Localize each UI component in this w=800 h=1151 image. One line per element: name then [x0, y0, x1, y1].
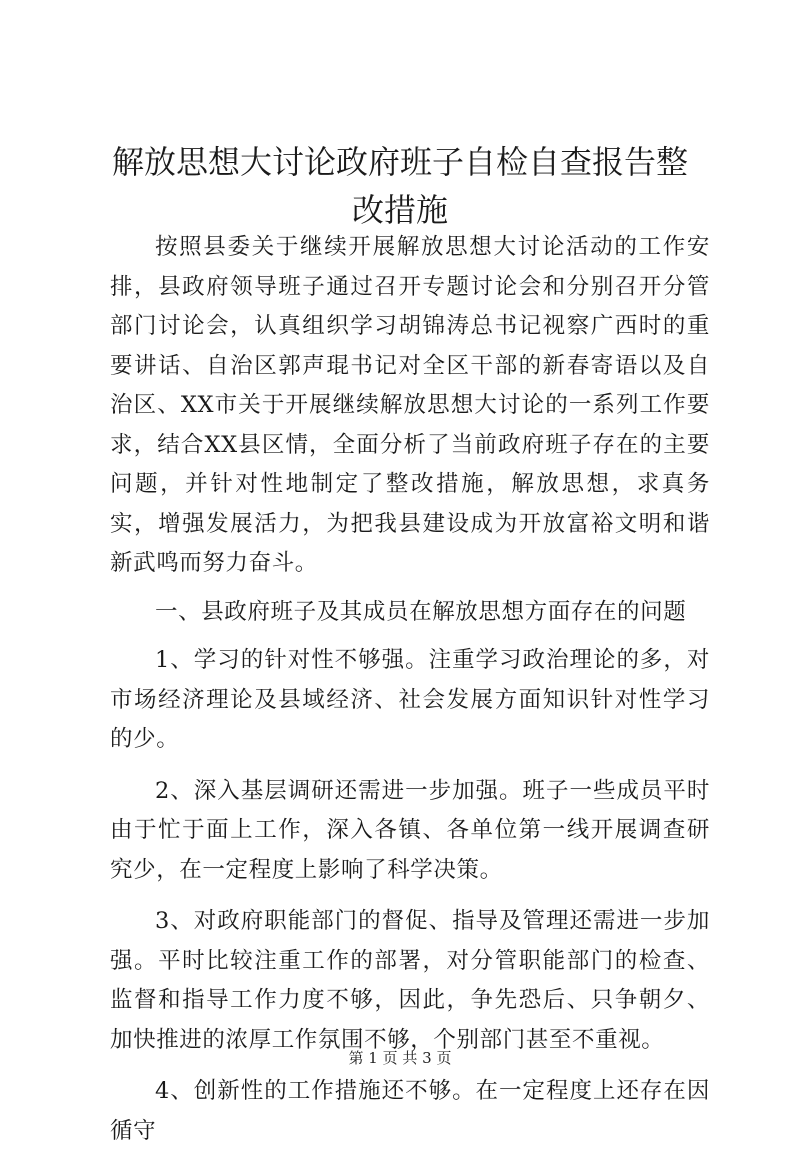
paragraph-item-1: 1、学习的针对性不够强。注重学习政治理论的多，对市场经济理论及县域经济、社会发展方面知识针对性学习的少。: [110, 647, 710, 752]
paragraph-item-2: 2、深入基层调研还需进一步加强。班子一些成员平时由于忙于面上工作，深入各镇、各单位第一线开展调查研究少，在一定程度上影响了科学决策。: [110, 777, 710, 883]
paragraph-item-3: 3、对政府职能部门的督促、指导及管理还需进一步加强。平时比较注重工作的部署，对分管职能部门的检查、监督和指导工作力度不够，因此，争先恐后、只争朝夕、加快推进的浓厚工作氛围不够，个别部门甚至不重视。: [110, 908, 710, 1053]
page-footer: [0, 1048, 800, 1068]
page-number: 第 1 页 共 3 页: [348, 1049, 452, 1067]
paragraph-intro: 按照县委关于继续开展解放思想大讨论活动的工作安排，县政府领导班子通过召开专题讨论会和分别召开分管部门讨论会，认真组织学习胡锦涛总书记视察广西时的重要讲话、自治区郭声琨书记对全区干部的新春寄语以及自治区、XX市关于开展继续解放思想大讨论的一系列工作要求，结合XX县区情，全面分析了当前政府班子存在的主要问题，并针对性地制定了整改措施，解放思想，求真务实，增强发展活力，为把我县建设成为开放富裕文明和谐新武鸣而努力奋斗。: [110, 234, 710, 576]
document-body: [110, 228, 710, 1151]
document-title: 解放思想大讨论政府班子自检自查报告整改措施: [111, 143, 688, 229]
paragraph-item-4: 4、创新性的工作措施还不够。在一定程度上还存在因循守: [110, 1078, 710, 1144]
section-heading: 一、县政府班子及其成员在解放思想方面存在的问题: [155, 598, 687, 625]
